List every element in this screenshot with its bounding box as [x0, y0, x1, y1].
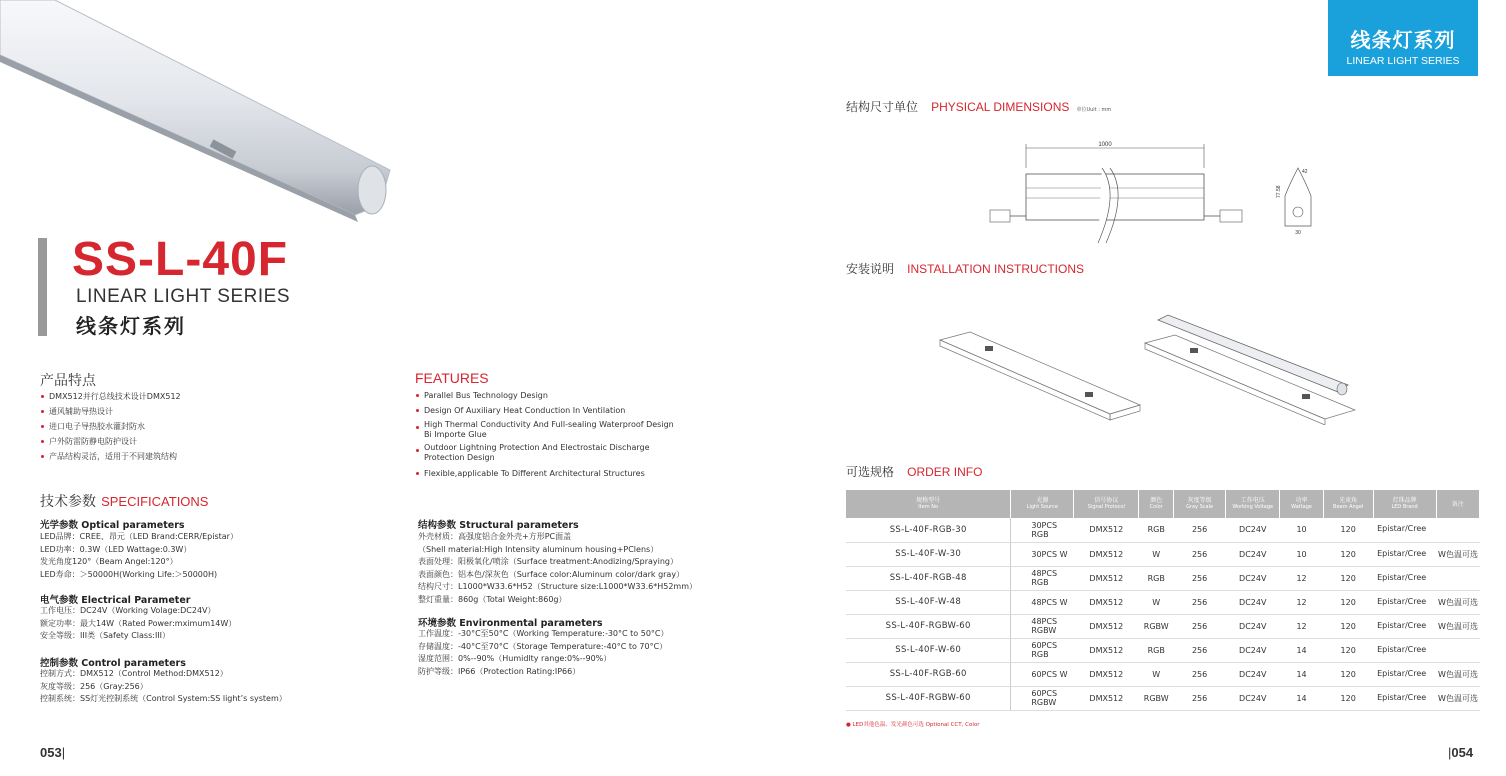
- banner-cn: 线条灯系列: [1350, 28, 1456, 52]
- product-model: SS-L-40F: [72, 233, 289, 286]
- banner-en: LINEAR LIGHT SERIES: [1346, 55, 1460, 67]
- spec-line: 表面颜色：铝本色/深灰色（Surface color:Aluminum color/dark gray）: [418, 569, 685, 579]
- item-no-cell: SS-L-40F-RGB-60: [846, 662, 1011, 686]
- table-cell: 48PCS RGB: [1011, 566, 1074, 590]
- order-heading: [846, 461, 982, 480]
- table-cell: 256: [1174, 638, 1226, 662]
- header-cn: 灯珠品牌: [1392, 497, 1417, 504]
- table-cell: 14: [1280, 638, 1323, 662]
- header-cn: 光束角: [1339, 497, 1358, 504]
- title-accent-bar: [38, 238, 47, 336]
- structural-lines: [418, 531, 697, 606]
- list-item: DMX512并行总线技术设计DMX512: [40, 389, 380, 404]
- spec-line: （Shell material:High Intensity aluminum housing+PClens）: [418, 544, 659, 554]
- series-banner: [1328, 0, 1478, 76]
- item-no-cell: SS-L-40F-W-48: [846, 590, 1011, 614]
- table-cell: [1436, 638, 1479, 662]
- table-cell: 256: [1174, 662, 1226, 686]
- table-row: [846, 686, 1480, 710]
- table-cell: Epistar/Cree: [1373, 686, 1436, 710]
- spec-line: LED功率：0.3W（LED Wattage:0.3W）: [40, 544, 192, 554]
- table-cell: 12: [1280, 590, 1323, 614]
- list-item: Parallel Bus Technology Design: [415, 388, 675, 403]
- spec-line: 工作温度：-30°C至50°C（Working Temperature:-30°C to 50°C）: [418, 629, 669, 638]
- optical-title: 光学参数 Optical parameters: [40, 520, 185, 531]
- control-title: 控制参数 Control parameters: [40, 658, 186, 669]
- dimensions-unit: 单位Uuit : mm: [1076, 107, 1112, 113]
- table-cell: 256: [1174, 590, 1226, 614]
- table-cell: 10: [1280, 518, 1323, 542]
- table-cell: W色温可选: [1436, 686, 1479, 710]
- table-cell: DMX512: [1074, 566, 1139, 590]
- list-item: 通风辅助导热设计: [40, 404, 380, 419]
- list-item: Flexible,applicable To Different Architectural Structures: [415, 466, 675, 481]
- table-row: [846, 566, 1480, 590]
- spec-line: 整灯重量：860g（Total Weight:860g）: [418, 594, 567, 604]
- table-cell: 14: [1280, 662, 1323, 686]
- height-label: 77.58: [1276, 185, 1282, 198]
- environmental-lines: [418, 628, 669, 678]
- table-cell: Epistar/Cree: [1373, 590, 1436, 614]
- features-cn-heading: 产品特点: [40, 373, 96, 389]
- table-cell: RGB: [1139, 518, 1174, 542]
- table-cell: 256: [1174, 518, 1226, 542]
- table-header-cell: [1436, 490, 1479, 518]
- dimension-drawing: [980, 138, 1330, 248]
- table-cell: 60PCS W: [1011, 662, 1074, 686]
- table-cell: RGBW: [1139, 614, 1174, 638]
- header-cn: 光源: [1036, 497, 1049, 504]
- table-cell: DC24V: [1226, 614, 1280, 638]
- item-no-cell: SS-L-40F-RGB-48: [846, 566, 1011, 590]
- installation-heading-en: INSTALLATION INSTRUCTIONS: [907, 262, 1085, 276]
- header-en: Working Voltage: [1232, 504, 1274, 510]
- spec-line: 控制方式：DMX512（Control Method:DMX512）: [40, 669, 228, 678]
- control-lines: [40, 668, 287, 706]
- table-cell: Epistar/Cree: [1373, 662, 1436, 686]
- table-row: [846, 614, 1480, 638]
- table-cell: DMX512: [1074, 662, 1139, 686]
- table-cell: 60PCS RGB: [1011, 638, 1074, 662]
- spec-line: 额定功率：最大14W（Rated Power:mximum14W）: [40, 618, 237, 628]
- item-no-cell: SS-L-40F-RGBW-60: [846, 686, 1011, 710]
- list-item: 产品结构灵活，适用于不同建筑结构: [40, 449, 380, 464]
- table-cell: Epistar/Cree: [1373, 638, 1436, 662]
- table-cell: 120: [1323, 638, 1373, 662]
- table-row: [846, 662, 1480, 686]
- specs-heading: [40, 491, 208, 511]
- specs-heading-cn: 技术参数: [40, 494, 96, 510]
- table-cell: DMX512: [1074, 614, 1139, 638]
- length-label: 1000: [1098, 142, 1112, 148]
- table-cell: DMX512: [1074, 542, 1139, 566]
- spec-line: LED寿命：＞50000H(Working Life:＞50000H): [40, 569, 218, 579]
- table-cell: RGB: [1139, 638, 1174, 662]
- spec-line: 湿度范围：0%--90%（Humidlty range:0%--90%）: [418, 654, 612, 663]
- table-cell: 48PCS W: [1011, 590, 1074, 614]
- table-cell: Epistar/Cree: [1373, 614, 1436, 638]
- spec-line: 存储温度：-40°C至70°C（Storage Temperature:-40°C to 70°C）: [418, 641, 668, 651]
- table-header-cell: [1226, 490, 1280, 518]
- item-no-cell: SS-L-40F-RGBW-60: [846, 614, 1011, 638]
- table-cell: 120: [1323, 662, 1373, 686]
- table-cell: W色温可选: [1436, 590, 1479, 614]
- table-cell: 12: [1280, 614, 1323, 638]
- header-en: Beam Angel: [1333, 504, 1364, 510]
- table-cell: [1436, 566, 1479, 590]
- table-cell: 10: [1280, 542, 1323, 566]
- table-header-row: [846, 490, 1480, 518]
- table-cell: RGB: [1139, 566, 1174, 590]
- header-cn: 规格型号: [916, 497, 941, 504]
- structural-title: 结构参数 Structural parameters: [418, 520, 579, 531]
- header-cn: 颜色: [1150, 497, 1163, 504]
- dimensions-heading: [846, 96, 1111, 115]
- spec-line: 发光角度120°（Beam Angel:120°）: [40, 557, 178, 566]
- header-en: Light Source: [1026, 504, 1058, 510]
- table-cell: DC24V: [1226, 638, 1280, 662]
- table-header-cell: [846, 490, 1011, 518]
- table-cell: [1436, 518, 1479, 542]
- table-cell: RGBW: [1139, 686, 1174, 710]
- table-cell: DC24V: [1226, 686, 1280, 710]
- header-cn: 功率: [1295, 497, 1308, 504]
- depth-label: 30: [1295, 230, 1301, 236]
- table-cell: DC24V: [1226, 590, 1280, 614]
- spec-line: 表面处理：阳极氧化/喷涂（Surface treatment:Anodizing/Spraying）: [418, 557, 678, 566]
- table-row: [846, 590, 1480, 614]
- header-cn: 信号协议: [1094, 497, 1119, 504]
- table-cell: Epistar/Cree: [1373, 542, 1436, 566]
- order-table: [846, 490, 1480, 711]
- table-cell: 256: [1174, 542, 1226, 566]
- header-cn: 备注: [1451, 500, 1464, 508]
- width-label: 42: [1302, 169, 1308, 175]
- table-header-cell: [1323, 490, 1373, 518]
- bullet-dot-icon: ●: [846, 722, 851, 728]
- order-heading-cn: 可选规格: [846, 465, 895, 479]
- table-header-cell: [1011, 490, 1074, 518]
- table-cell: 30PCS W: [1011, 542, 1074, 566]
- table-cell: DC24V: [1226, 566, 1280, 590]
- item-no-cell: SS-L-40F-RGB-30: [846, 518, 1011, 542]
- table-cell: 120: [1323, 542, 1373, 566]
- features-en-heading: FEATURES: [415, 370, 489, 386]
- spec-line: 防护等级：IP66（Protection Rating:IP66）: [418, 666, 581, 676]
- table-cell: W: [1139, 662, 1174, 686]
- spec-line: 工作电压：DC24V（Working Volage:DC24V）: [40, 606, 216, 615]
- table-cell: W色温可选: [1436, 662, 1479, 686]
- list-item: High Thermal Conductivity And Full-sealing Waterproof Design Bi Importe Glue: [415, 420, 675, 440]
- list-item: 进口电子导热胶水灌封防水: [40, 419, 380, 434]
- table-cell: W色温可选: [1436, 542, 1479, 566]
- table-cell: 30PCS RGB: [1011, 518, 1074, 542]
- table-header-cell: [1074, 490, 1139, 518]
- list-item: 户外防雷防静电防护设计: [40, 434, 380, 449]
- table-cell: DMX512: [1074, 638, 1139, 662]
- table-cell: 120: [1323, 686, 1373, 710]
- features-en-list: [415, 388, 675, 481]
- header-en: Item No: [918, 504, 939, 510]
- product-image: [0, 0, 400, 230]
- spec-line: 灰度等级：256（Gray:256）: [40, 681, 148, 691]
- table-cell: 12: [1280, 566, 1323, 590]
- optical-lines: [40, 531, 238, 581]
- specs-heading-en: SPECIFICATIONS: [101, 494, 209, 509]
- table-cell: 256: [1174, 686, 1226, 710]
- header-cn: 工作电压: [1240, 497, 1265, 504]
- spec-line: 安全等级：III类（Safety Class:III）: [40, 631, 171, 640]
- order-footnote: [846, 720, 980, 728]
- order-heading-en: ORDER INFO: [907, 465, 983, 479]
- table-row: [846, 638, 1480, 662]
- installation-heading-cn: 安装说明: [846, 262, 895, 276]
- table-cell: W: [1139, 590, 1174, 614]
- spec-line: 控制系统：SS灯光控制系统（Control System:SS light’s system）: [40, 694, 287, 703]
- table-cell: DMX512: [1074, 590, 1139, 614]
- table-row: [846, 542, 1480, 566]
- dimensions-heading-en: PHYSICAL DIMENSIONS: [931, 100, 1070, 114]
- spec-line: 外壳材质：高强度铝合金外壳+方形PC面盖: [418, 532, 572, 541]
- header-en: Signal Protocol: [1087, 504, 1125, 510]
- table-cell: DC24V: [1226, 662, 1280, 686]
- header-en: Wattage: [1291, 504, 1313, 510]
- spec-line: LED品牌：CREE、昂元（LED Brand:CERR/Epistar）: [40, 532, 238, 541]
- features-cn-list: [40, 389, 380, 464]
- header-cn: 灰度等级: [1187, 497, 1212, 504]
- spec-line: 结构尺寸：L1000*W33.6*H52（Structure size:L1000*W33.6*H52mm）: [418, 582, 698, 591]
- table-body: [846, 518, 1480, 710]
- table-cell: Epistar/Cree: [1373, 518, 1436, 542]
- electrical-title: 电气参数 Electrical Parameter: [40, 595, 191, 606]
- table-cell: DC24V: [1226, 518, 1280, 542]
- page-number-left: 053|: [40, 745, 66, 760]
- electrical-lines: [40, 605, 236, 643]
- table-cell: DMX512: [1074, 686, 1139, 710]
- table-row: [846, 518, 1480, 542]
- table-cell: 120: [1323, 614, 1373, 638]
- series-title-en: LINEAR LIGHT SERIES: [76, 286, 290, 307]
- item-no-cell: SS-L-40F-W-60: [846, 638, 1011, 662]
- environmental-title: 环境参数 Environmental parameters: [418, 618, 603, 629]
- dimensions-heading-cn: 结构尺寸单位: [846, 100, 919, 114]
- page-number-right: |054: [1448, 745, 1474, 760]
- table-cell: 48PCS RGBW: [1011, 614, 1074, 638]
- table-cell: W: [1139, 542, 1174, 566]
- footnote-text: LED其他色温、发光颜色可选 Optional CCT, Color: [852, 722, 980, 728]
- table-cell: 120: [1323, 590, 1373, 614]
- installation-heading: [846, 258, 1084, 277]
- header-en: Gray Scale: [1186, 504, 1214, 510]
- table-header-cell: [1280, 490, 1323, 518]
- header-en: LED Brand: [1391, 504, 1418, 510]
- table-cell: W色温可选: [1436, 614, 1479, 638]
- item-no-cell: SS-L-40F-W-30: [846, 542, 1011, 566]
- page-number-right-text: 054: [1451, 745, 1474, 760]
- table-cell: 256: [1174, 566, 1226, 590]
- table-header-cell: [1174, 490, 1226, 518]
- table-cell: DMX512: [1074, 518, 1139, 542]
- table-cell: DC24V: [1226, 542, 1280, 566]
- table-header-cell: [1373, 490, 1436, 518]
- page-number-left-text: 053: [40, 745, 62, 760]
- table-cell: 60PCS RGBW: [1011, 686, 1074, 710]
- installation-drawing: [930, 310, 1360, 425]
- list-item: Outdoor Lightning Protection And Electrostaic Discharge Protection Design: [415, 443, 675, 463]
- table-cell: 120: [1323, 566, 1373, 590]
- header-en: Color: [1149, 504, 1163, 510]
- table-cell: 14: [1280, 686, 1323, 710]
- list-item: Design Of Auxiliary Heat Conduction In Ventilation: [415, 403, 675, 418]
- table-cell: 120: [1323, 518, 1373, 542]
- series-title-cn: 线条灯系列: [76, 314, 186, 338]
- table-cell: Epistar/Cree: [1373, 566, 1436, 590]
- table-cell: 256: [1174, 614, 1226, 638]
- table-header-cell: [1139, 490, 1174, 518]
